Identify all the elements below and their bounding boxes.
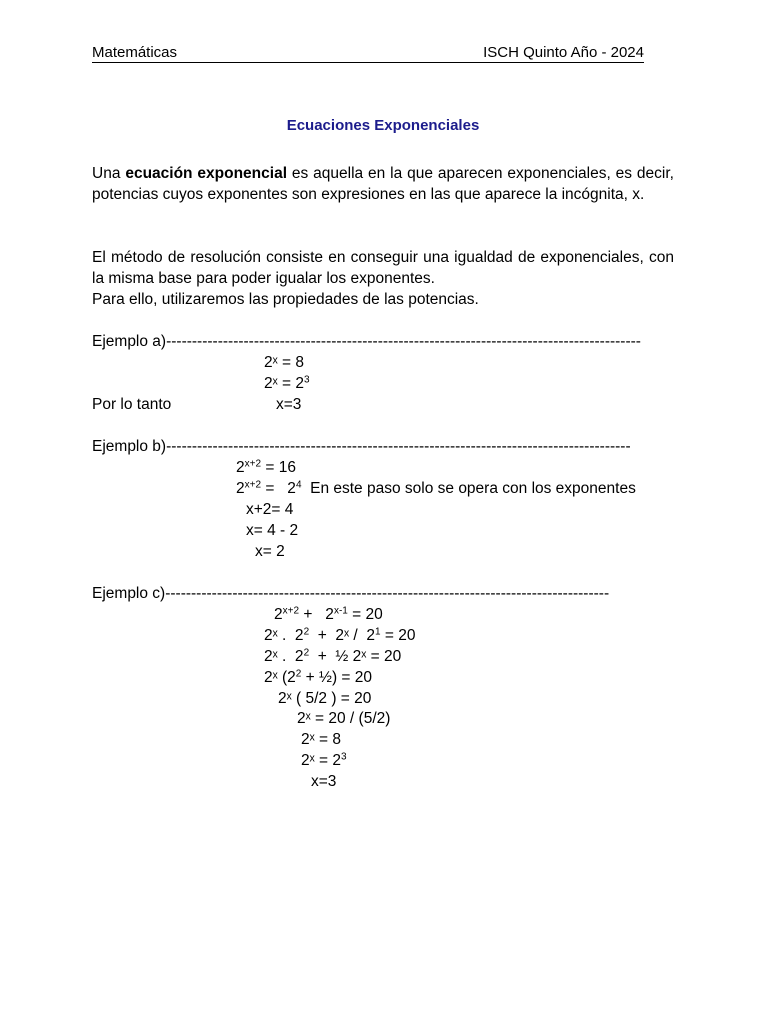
- ejemplo-a-label: Ejemplo a)--------------------------------------------------------------------------------------------: [92, 333, 641, 350]
- intro-paragraph: [92, 163, 674, 205]
- ejemplo-c-line-5: 2ˣ ( 5/2 ) = 20: [278, 690, 372, 707]
- ejemplo-a-result: x=3: [276, 396, 302, 413]
- ejemplo-b-label: Ejemplo b)------------------------------------------------------------------------------------------: [92, 438, 631, 455]
- ejemplo-c-label: Ejemplo c)--------------------------------------------------------------------------------------: [92, 585, 610, 602]
- ejemplo-b-line-5: x= 2: [255, 543, 285, 560]
- ejemplo-c-line-6: 2ˣ = 20 / (5/2): [297, 710, 391, 727]
- ejemplo-c-line-7: 2ˣ = 8: [301, 731, 341, 748]
- ejemplo-c-line-2: 2ˣ . $2^2$ + 2ˣ / $2^1 = 20$: [264, 626, 416, 644]
- ejemplo-b-note: En este paso solo se opera con los exponentes: [301, 480, 636, 497]
- ejemplo-b-line-4: x= 4 - 2: [246, 522, 299, 539]
- ejemplo-c-line-8: 2ˣ = $2^3$: [301, 751, 347, 769]
- header-subject: Matemáticas: [92, 44, 178, 61]
- ejemplo-a-line-2: 2ˣ = $2^3$: [264, 374, 310, 392]
- intro-bold-term: ecuación exponencial: [125, 165, 287, 182]
- ejemplo-b-line-3: x+2= 4: [246, 501, 294, 518]
- page-header: [92, 42, 644, 63]
- intro-post: es aquella en la que aparecen exponenciales, es decir, potencias cuyos exponentes son expresiones en las que aparece la incógnita, x.: [92, 165, 674, 203]
- method-paragraph: El método de resolución consiste en conseguir una igualdad de exponenciales, con la misma base para poder igualar los exponentes.: [92, 249, 674, 287]
- ejemplo-c-result: x=3: [311, 773, 337, 790]
- ejemplo-a-line-1: 2ˣ = 8: [264, 354, 304, 371]
- ejemplo-b-line-1: $2^{x+2} = 16$: [236, 458, 296, 476]
- ejemplo-c-line-4: 2ˣ ($2^2$ + ½) = 20: [264, 668, 373, 686]
- document-title: Ecuaciones Exponenciales: [286, 117, 480, 134]
- intro-pre: Una: [92, 165, 126, 182]
- method-note: Para ello, utilizaremos las propiedades de las potencias.: [92, 291, 479, 308]
- ejemplo-c-line-1: $2^{x+2} + 2^{x-1} = 20$: [274, 605, 383, 623]
- ejemplo-c-line-3: 2ˣ . $2^2$ + ½ 2ˣ = 20: [264, 647, 402, 665]
- ejemplo-b-line-2: $2^{x+2} = 2^4$ En este paso solo se opera con los exponentes: [236, 479, 636, 497]
- ejemplo-a-conclusion-label: Por lo tanto: [92, 396, 172, 413]
- header-course: ISCH Quinto Año - 2024: [483, 44, 644, 61]
